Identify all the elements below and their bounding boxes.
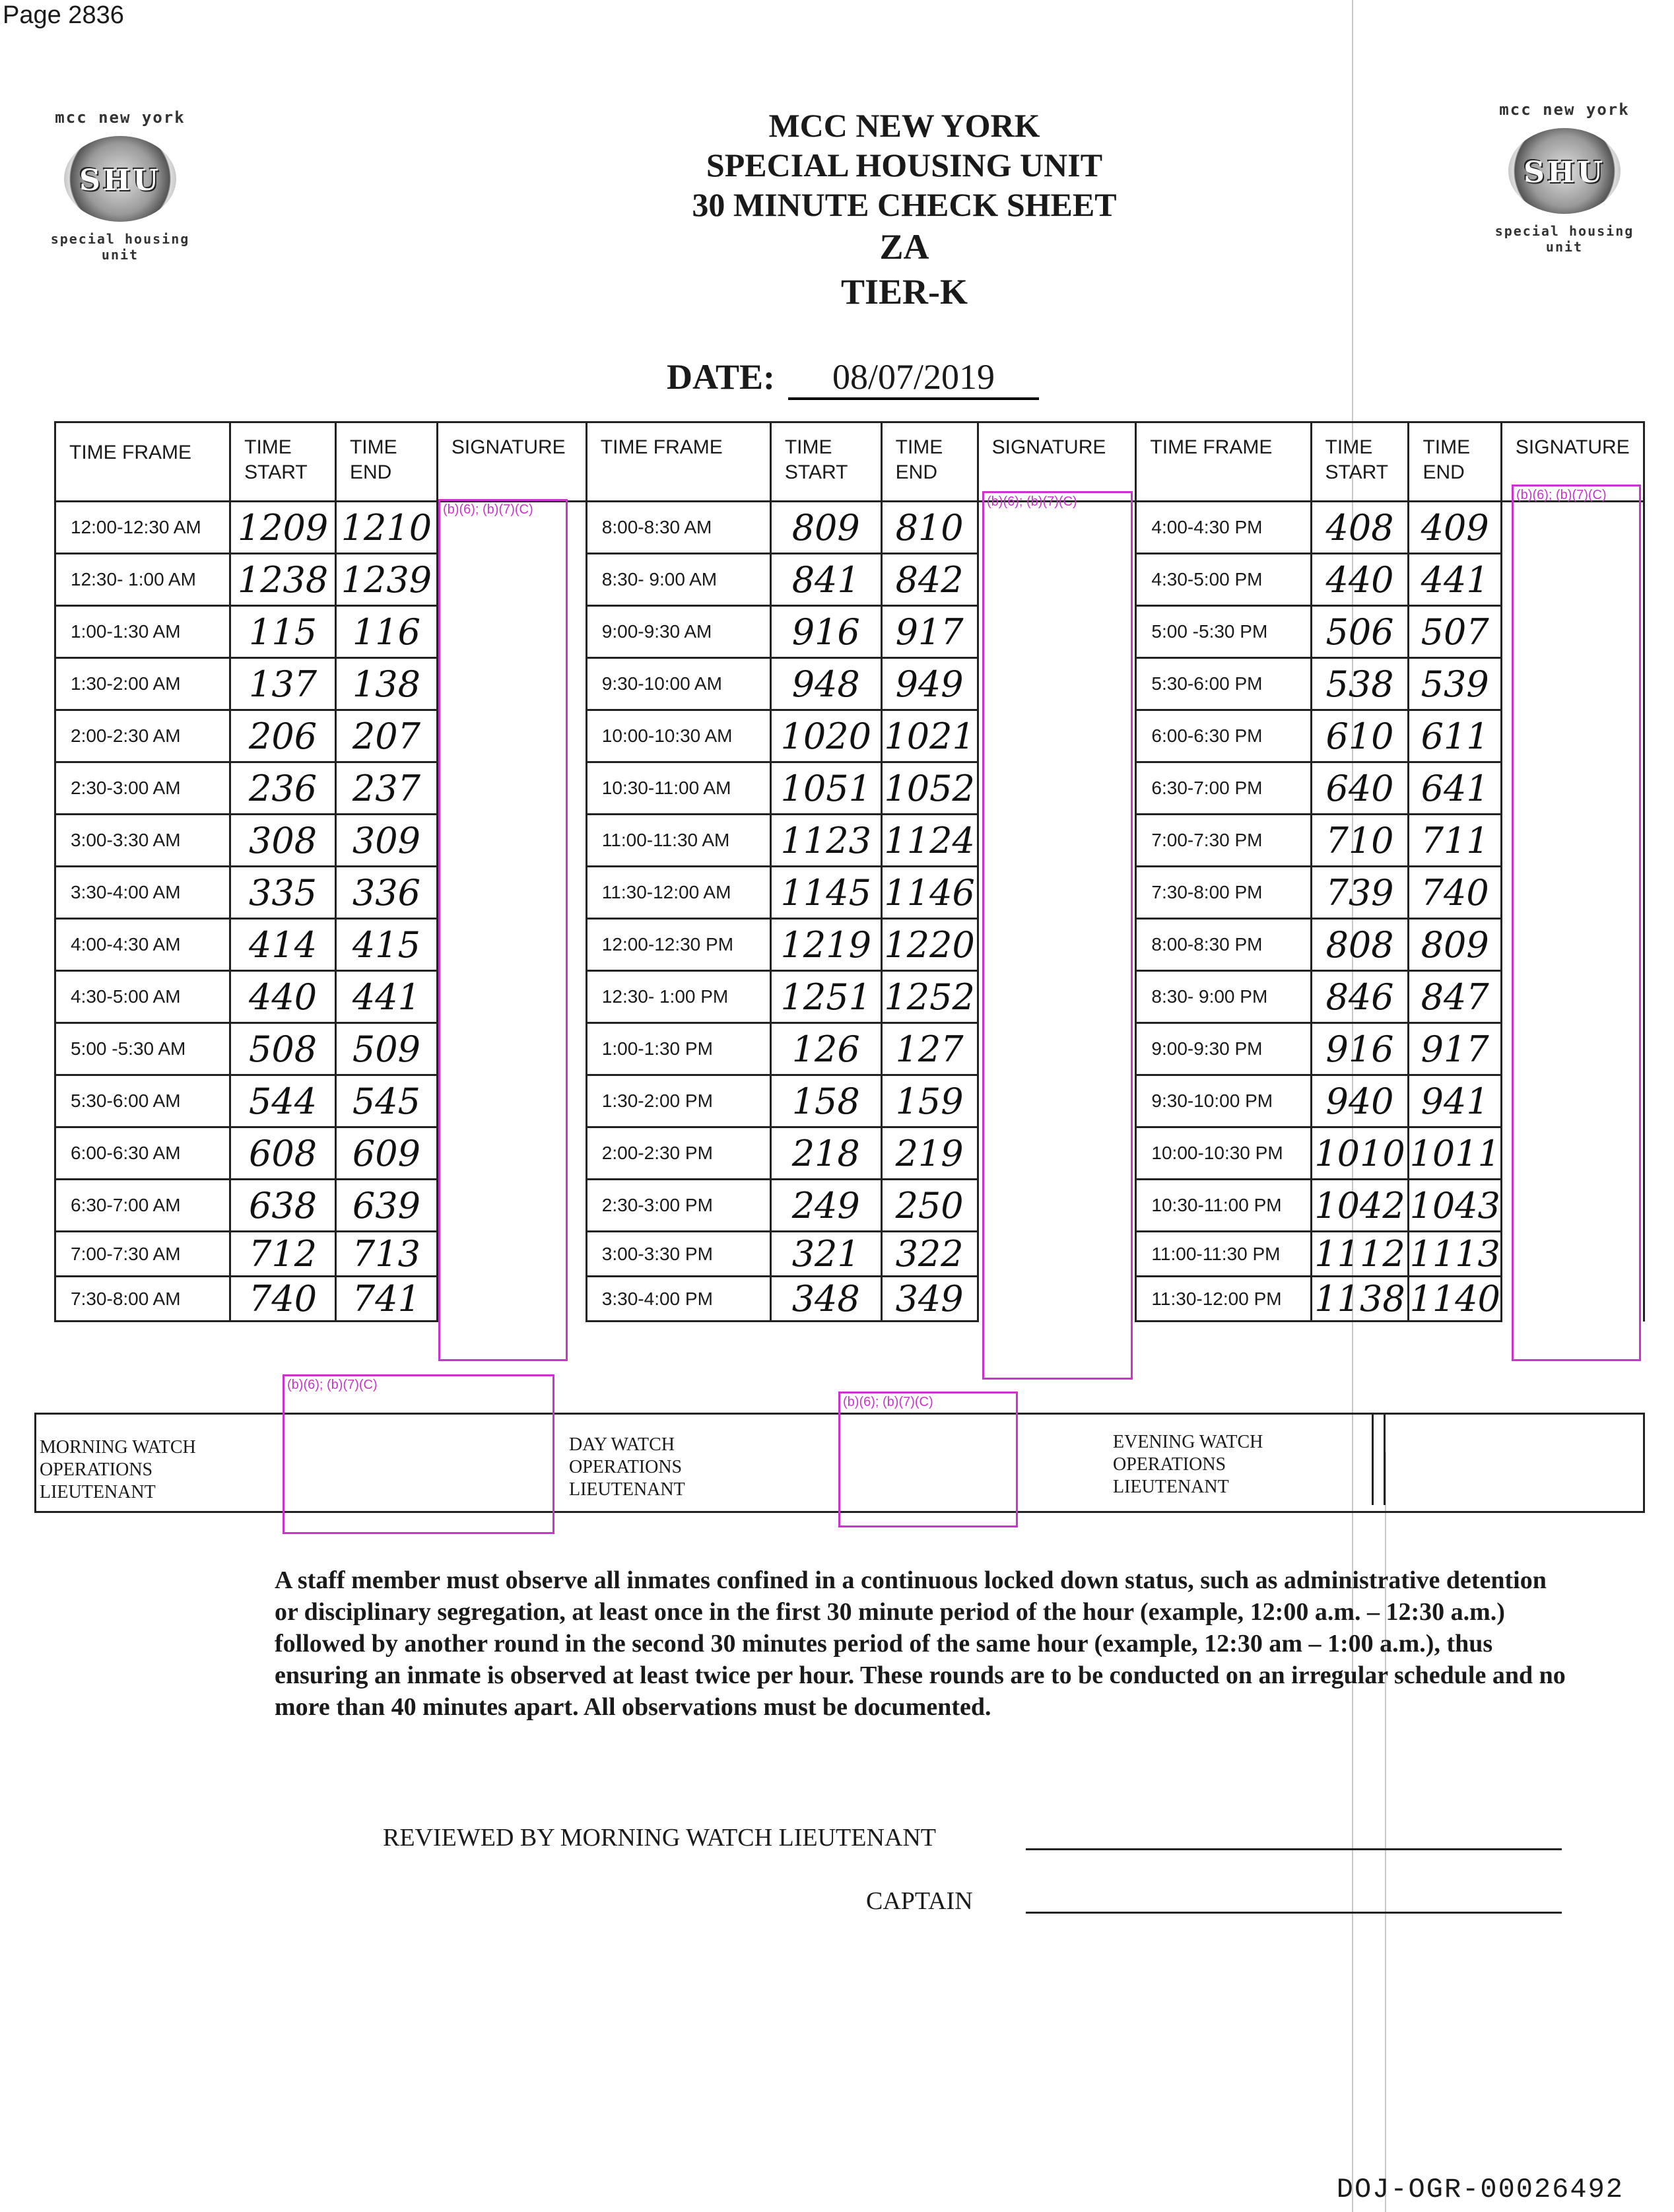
time-start-cell: 1051 [770,762,881,815]
time-end-cell: 415 [335,919,437,971]
table-row [55,606,1644,658]
captain-signature-line [1026,1912,1562,1914]
time-frame-cell: 5:30-6:00 PM [1136,658,1311,710]
date-label: DATE: [667,357,776,397]
time-frame-cell: 9:00-9:30 PM [1136,1023,1311,1075]
time-start-cell: 1010 [1311,1127,1409,1180]
time-start-cell: 321 [770,1232,881,1277]
logo-top-text: mcc new york [1499,100,1630,119]
table-row [55,1232,1644,1277]
time-frame-cell: 9:30-10:00 AM [586,658,770,710]
time-end-cell: 1140 [1409,1277,1501,1322]
time-start-cell: 610 [1311,710,1409,762]
time-frame-cell: 6:30-7:00 AM [55,1180,230,1232]
time-start-cell: 538 [1311,658,1409,710]
table-row [55,1277,1644,1322]
time-start-cell: 408 [1311,502,1409,554]
header-signature: SIGNATURE [1501,422,1644,502]
time-end-cell: 713 [335,1232,437,1277]
time-start-cell: 916 [1311,1023,1409,1075]
time-frame-cell: 7:00-7:30 PM [1136,815,1311,867]
logo-bottom-text: special housing unit [50,231,190,263]
time-start-cell: 348 [770,1277,881,1322]
reviewed-by-signature-line [1026,1848,1562,1850]
time-end-cell: 1124 [881,815,978,867]
time-end-cell: 1011 [1409,1127,1501,1180]
time-frame-cell: 2:00-2:30 PM [586,1127,770,1180]
time-start-cell: 638 [230,1180,336,1232]
time-end-cell: 1220 [881,919,978,971]
seal-text: SHU [79,164,161,197]
page-number: Page 2836 [3,1,124,29]
time-end-cell: 309 [335,815,437,867]
time-frame-cell: 4:00-4:30 PM [1136,502,1311,554]
time-end-cell: 1021 [881,710,978,762]
table-row [55,1023,1644,1075]
table-row [55,919,1644,971]
redaction-label: (b)(6); (b)(7)(C) [843,1395,933,1409]
time-end-cell: 1210 [335,502,437,554]
time-end-cell: 639 [335,1180,437,1232]
header-time-end: TIME END [335,422,437,502]
time-end-cell: 1146 [881,867,978,919]
time-frame-cell: 7:00-7:30 AM [55,1232,230,1277]
redaction-box [283,1374,554,1534]
time-frame-cell: 2:30-3:00 PM [586,1180,770,1232]
time-frame-cell: 8:30- 9:00 PM [1136,971,1311,1023]
time-frame-cell: 6:00-6:30 PM [1136,710,1311,762]
time-end-cell: 1052 [881,762,978,815]
time-end-cell: 609 [335,1127,437,1180]
header-time-end: TIME END [1409,422,1501,502]
time-frame-cell: 10:30-11:00 AM [586,762,770,815]
captain-label: CAPTAIN [866,1887,973,1915]
time-frame-cell: 12:30- 1:00 PM [586,971,770,1023]
time-start-cell: 640 [1311,762,1409,815]
check-sheet-table [54,421,1645,1322]
time-frame-cell: 12:30- 1:00 AM [55,554,230,606]
time-start-cell: 206 [230,710,336,762]
table-row [55,554,1644,606]
time-frame-cell: 7:30-8:00 PM [1136,867,1311,919]
redaction-box [1512,485,1641,1361]
shu-logo-right [1479,100,1650,259]
time-frame-cell: 4:00-4:30 AM [55,919,230,971]
observation-notice: A staff member must observe all inmates confined in a continuous locked down status, such as administrative detention or disciplinary segregation, at least once in the first 30 minute period of the hour (example, 12:00 a.m. – 12:30 a.m.) followed by another round in the second 30 minutes period of the same hour (example, 12:30 am – 1:00 a.m.), thus ensuring an inmate is observed at least twice per hour. These rounds are to be conducted on an irregular schedule and no more than 40 minutes apart. All observations must be documented. [275,1566,1566,1721]
time-end-cell: 207 [335,710,437,762]
time-start-cell: 841 [770,554,881,606]
title-sheet: 30 MINUTE CHECK SHEET [692,186,1117,223]
time-frame-cell: 3:30-4:00 PM [586,1277,770,1322]
time-end-cell: 507 [1409,606,1501,658]
time-end-cell: 611 [1409,710,1501,762]
time-start-cell: 809 [770,502,881,554]
table-row [55,1075,1644,1127]
time-frame-cell: 5:00 -5:30 PM [1136,606,1311,658]
seal-text: SHU [1523,156,1605,189]
time-end-cell: 810 [881,502,978,554]
time-frame-cell: 5:30-6:00 AM [55,1075,230,1127]
time-end-cell: 441 [335,971,437,1023]
time-frame-cell: 9:30-10:00 PM [1136,1075,1311,1127]
time-start-cell: 940 [1311,1075,1409,1127]
time-start-cell: 126 [770,1023,881,1075]
shu-logo-left [34,108,206,267]
header-time-frame: TIME FRAME [586,422,770,502]
time-start-cell: 1209 [230,502,336,554]
time-frame-cell: 8:00-8:30 PM [1136,919,1311,971]
time-start-cell: 544 [230,1075,336,1127]
time-frame-cell: 11:30-12:00 AM [586,867,770,919]
time-end-cell: 127 [881,1023,978,1075]
time-start-cell: 440 [1311,554,1409,606]
time-start-cell: 846 [1311,971,1409,1023]
time-end-cell: 1252 [881,971,978,1023]
redaction-label: (b)(6); (b)(7)(C) [987,494,1077,509]
time-start-cell: 948 [770,658,881,710]
time-start-cell: 710 [1311,815,1409,867]
header-time-end: TIME END [881,422,978,502]
document-id: DOJ-OGR-00026492 [1336,2174,1624,2205]
time-end-cell: 322 [881,1232,978,1277]
header-time-frame: TIME FRAME [1136,422,1311,502]
time-start-cell: 115 [230,606,336,658]
cell-divider [1372,1413,1374,1505]
time-frame-cell: 2:30-3:00 AM [55,762,230,815]
time-frame-cell: 12:00-12:30 PM [586,919,770,971]
time-end-cell: 740 [1409,867,1501,919]
time-frame-cell: 3:00-3:30 AM [55,815,230,867]
header-signature: SIGNATURE [437,422,586,502]
logo-bottom-text: special housing unit [1494,223,1634,255]
time-end-cell: 509 [335,1023,437,1075]
time-frame-cell: 12:00-12:30 AM [55,502,230,554]
time-end-cell: 159 [881,1075,978,1127]
time-end-cell: 917 [881,606,978,658]
table-row [55,815,1644,867]
header-time-start: TIME START [1311,422,1409,502]
time-frame-cell: 1:30-2:00 AM [55,658,230,710]
time-start-cell: 506 [1311,606,1409,658]
time-end-cell: 711 [1409,815,1501,867]
time-start-cell: 414 [230,919,336,971]
shu-seal-icon [1508,128,1621,214]
time-start-cell: 740 [230,1277,336,1322]
time-frame-cell: 2:00-2:30 AM [55,710,230,762]
time-end-cell: 336 [335,867,437,919]
table-row [55,502,1644,554]
time-end-cell: 641 [1409,762,1501,815]
header-time-frame: TIME FRAME [55,422,230,502]
time-frame-cell: 5:00 -5:30 AM [55,1023,230,1075]
redaction-label: (b)(6); (b)(7)(C) [443,502,533,517]
shu-seal-icon [64,136,176,222]
time-end-cell: 545 [335,1075,437,1127]
day-watch-lieutenant-label: DAY WATCH OPERATIONS LIEUTENANT [569,1434,685,1500]
title-zone: ZA [879,227,929,267]
time-frame-cell: 8:30- 9:00 AM [586,554,770,606]
table-row [55,971,1644,1023]
time-end-cell: 1113 [1409,1232,1501,1277]
time-start-cell: 1238 [230,554,336,606]
redaction-label: (b)(6); (b)(7)(C) [1516,488,1607,502]
time-start-cell: 916 [770,606,881,658]
time-frame-cell: 10:00-10:30 PM [1136,1127,1311,1180]
time-frame-cell: 7:30-8:00 AM [55,1277,230,1322]
time-frame-cell: 11:30-12:00 PM [1136,1277,1311,1322]
time-start-cell: 1251 [770,971,881,1023]
time-frame-cell: 9:00-9:30 AM [586,606,770,658]
table-row [55,867,1644,919]
time-frame-cell: 10:30-11:00 PM [1136,1180,1311,1232]
time-frame-cell: 6:00-6:30 AM [55,1127,230,1180]
header-signature: SIGNATURE [978,422,1136,502]
redaction-label: (b)(6); (b)(7)(C) [287,1378,378,1392]
time-frame-cell: 11:00-11:30 PM [1136,1232,1311,1277]
time-frame-cell: 10:00-10:30 AM [586,710,770,762]
time-start-cell: 236 [230,762,336,815]
morning-watch-lieutenant-label: MORNING WATCH OPERATIONS LIEUTENANT [40,1437,196,1502]
time-frame-cell: 1:00-1:30 AM [55,606,230,658]
time-start-cell: 808 [1311,919,1409,971]
time-frame-cell: 3:00-3:30 PM [586,1232,770,1277]
time-end-cell: 941 [1409,1075,1501,1127]
time-end-cell: 539 [1409,658,1501,710]
time-start-cell: 440 [230,971,336,1023]
time-start-cell: 1138 [1311,1277,1409,1322]
time-frame-cell: 4:30-5:00 AM [55,971,230,1023]
time-start-cell: 137 [230,658,336,710]
time-start-cell: 1145 [770,867,881,919]
date-value: 08/07/2019 [788,356,1039,400]
redaction-box [838,1391,1018,1527]
time-end-cell: 1239 [335,554,437,606]
time-frame-cell: 1:30-2:00 PM [586,1075,770,1127]
title-unit: SPECIAL HOUSING UNIT [706,147,1103,184]
time-end-cell: 809 [1409,919,1501,971]
time-start-cell: 1112 [1311,1232,1409,1277]
header-time-start: TIME START [230,422,336,502]
reviewed-by-label: REVIEWED BY MORNING WATCH LIEUTENANT [383,1824,937,1852]
time-frame-cell: 11:00-11:30 AM [586,815,770,867]
time-end-cell: 842 [881,554,978,606]
table-row [55,1180,1644,1232]
time-end-cell: 949 [881,658,978,710]
time-start-cell: 308 [230,815,336,867]
redaction-box [438,499,568,1361]
table-row [55,658,1644,710]
time-start-cell: 1020 [770,710,881,762]
time-end-cell: 409 [1409,502,1501,554]
table-row [55,1127,1644,1180]
time-end-cell: 116 [335,606,437,658]
logo-top-text: mcc new york [55,108,185,127]
time-end-cell: 441 [1409,554,1501,606]
time-frame-cell: 1:00-1:30 PM [586,1023,770,1075]
time-end-cell: 250 [881,1180,978,1232]
time-start-cell: 1123 [770,815,881,867]
form-title [594,106,1215,314]
time-start-cell: 608 [230,1127,336,1180]
title-facility: MCC NEW YORK [768,107,1040,144]
time-end-cell: 917 [1409,1023,1501,1075]
evening-watch-lieutenant-label: EVENING WATCH OPERATIONS LIEUTENANT [1113,1432,1263,1497]
time-start-cell: 335 [230,867,336,919]
table-row [55,762,1644,815]
time-frame-cell: 4:30-5:00 PM [1136,554,1311,606]
time-frame-cell: 6:30-7:00 PM [1136,762,1311,815]
table-row [55,710,1644,762]
time-start-cell: 218 [770,1127,881,1180]
time-frame-cell: 3:30-4:00 AM [55,867,230,919]
time-start-cell: 1042 [1311,1180,1409,1232]
time-end-cell: 741 [335,1277,437,1322]
time-start-cell: 158 [770,1075,881,1127]
time-end-cell: 138 [335,658,437,710]
redaction-box [982,491,1133,1380]
cell-divider [1384,1413,1386,1505]
header-time-start: TIME START [770,422,881,502]
date-row [667,356,1039,400]
time-start-cell: 508 [230,1023,336,1075]
time-end-cell: 847 [1409,971,1501,1023]
time-end-cell: 237 [335,762,437,815]
time-start-cell: 249 [770,1180,881,1232]
time-end-cell: 219 [881,1127,978,1180]
time-end-cell: 1043 [1409,1180,1501,1232]
time-start-cell: 712 [230,1232,336,1277]
title-tier: TIER-K [840,272,968,312]
time-start-cell: 739 [1311,867,1409,919]
time-start-cell: 1219 [770,919,881,971]
time-frame-cell: 8:00-8:30 AM [586,502,770,554]
time-end-cell: 349 [881,1277,978,1322]
